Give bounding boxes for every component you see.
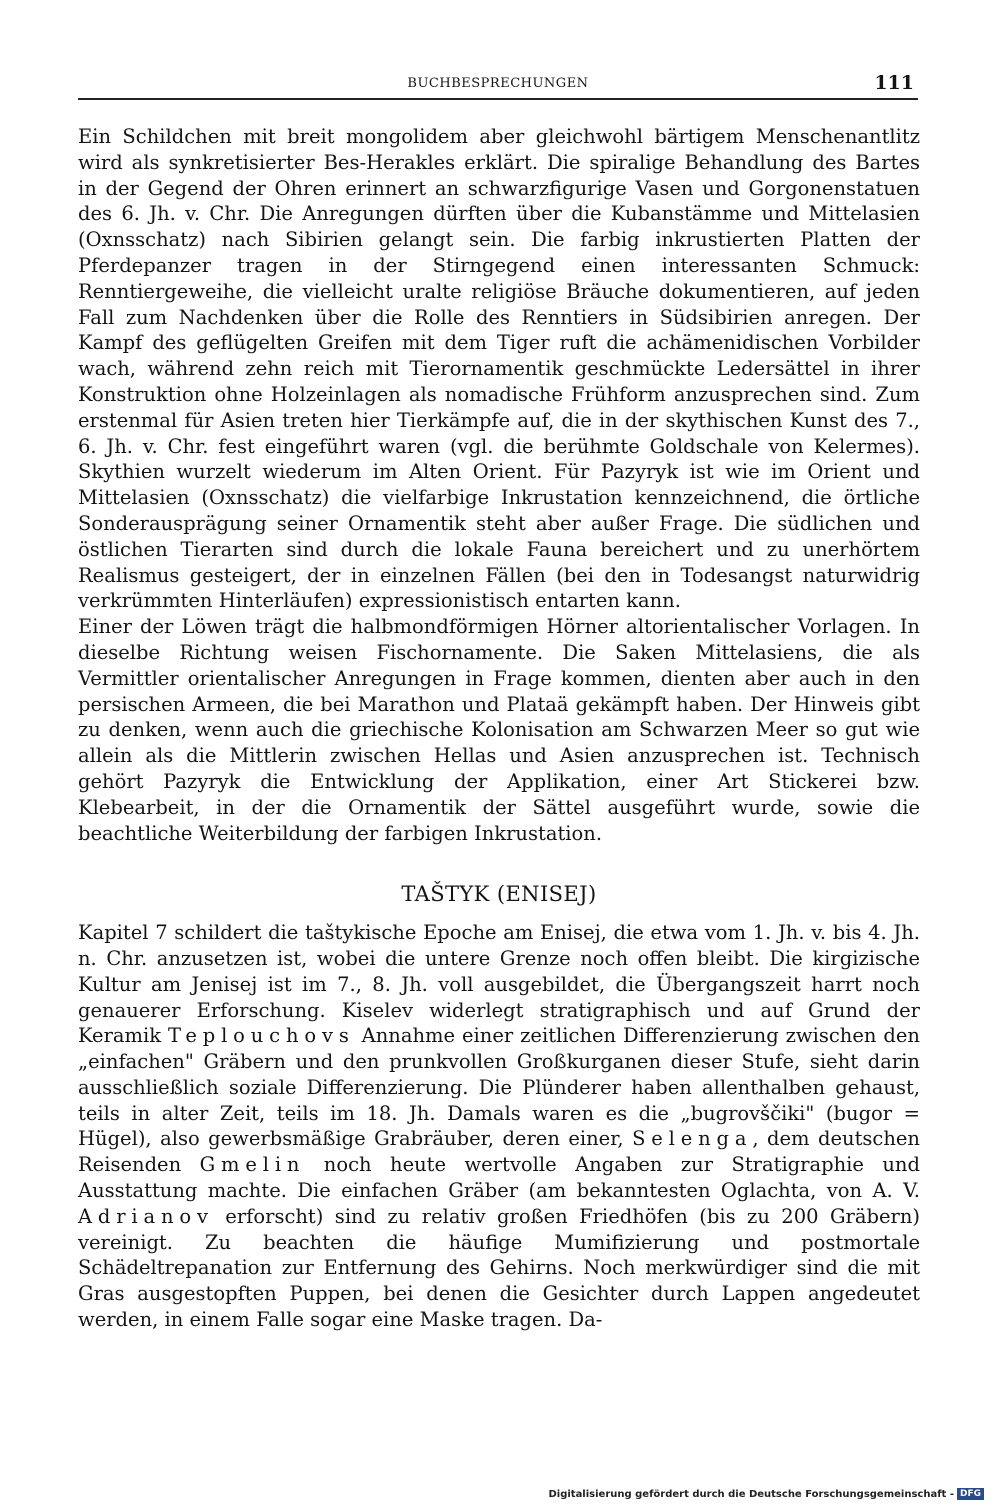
paragraph: Ein Schildchen mit breit mongolidem aber gleichwohl bärtigem Menschenantlitz wird als synkretisierter Bes-Herakles erklärt. Die spiralige Behandlung des Bartes in der Gegend der Ohren erinnert an schwarzfigurige Vasen und Gorgonenstatuen des 6. Jh. v. Chr. Die Anregungen dürften über die Kubanstämme und Mittelasien (Oxnsschatz) nach Sibirien gelangt sein. Die farbig inkrustierten Platten der Pferdepanzer tragen in der Stirngegend einen interessanten Schmuck: Renntiergeweihe, die vielleicht uralte religiöse Bräuche dokumentieren, auf jeden Fall zum Nachdenken über die Rolle des Renntiers in Südsibirien anregen. Der Kampf des geflügelten Greifen mit dem Tiger ruft die achämenidischen Vorbilder wach, während zehn reich mit Tierornamentik geschmückte Ledersättel in ihrer Konstruktion ohne Holzeinlagen als nomadische Frühform anzusprechen sind. Zum erstenmal für Asien treten hier Tierkämpfe auf, die in der skythischen Kunst des 7., 6. Jh. v. Chr. fest eingeführt waren (vgl. die berühmte Goldschale von Kelermes). Skythien wurzelt wiederum im Alten Orient. Für Pazyryk ist wie im Orient und Mittelasien (Oxnsschatz) die vielfarbige Inkrustation kennzeichnend, die örtliche Sonderausprägung seiner Ornamentik steht aber außer Frage. Die südlichen und östlichen Tierarten sind durch die lokale Fauna bereichert und zu unerhörtem Realismus gesteigert, der in einzelnen Fällen (bei den in Todesangst naturwidrig verkrümmten Hinterläufen) expressionistisch entarten kann. [78, 125, 920, 613]
section-paragraph [78, 920, 920, 1333]
person-name: Selenga [632, 1127, 753, 1151]
text-run: , dem deutschen Reisenden [78, 1127, 920, 1177]
text-run: erforscht) sind zu relativ großen Friedhöfen (bis zu 200 Gräbern) vereinigt. Zu beachten die häufige Mumifizierung und postmortale Schädeltrepanation zur Entfernung des Gehirns. Noch merkwürdiger sind die mit Gras ausgestopften Puppen, bei denen die Gesichter durch Lappen angedeutet werden, in einem Falle sogar eine Maske tragen. Da- [78, 1204, 920, 1332]
author-name: Teplouchovs [168, 1024, 355, 1048]
running-head: BUCHBESPRECHUNGEN [407, 76, 589, 91]
paragraph: Einer der Löwen trägt die halbmondförmigen Hörner altorientalischer Vorlagen. In dieselbe Richtung weisen Fischornamente. Die Saken Mittelasiens, die als Vermittler orientalischer Anregungen in Frage kommen, dienten aber auch in den persischen Armeen, die bei Marathon und Plataä gekämpft haben. Der Hinweis gibt zu denken, wenn auch die griechische Kolonisation am Schwarzen Meer so gut wie allein als die Mittlerin zwischen Hellas und Asien anzusprechen ist. Technisch gehört Pazyryk die Entwicklung der Applikation, einer Art Stickerei bzw. Klebearbeit, in der die Ornamentik der Sättel ausgeführt wurde, sowie die beachtliche Weiterbildung der farbigen Inkrustation. [78, 615, 920, 845]
text-run: Annahme einer zeitlichen Differenzierung zwischen den „einfachen" Gräbern und den prunkvollen Großkurganen dieser Stufe, sieht darin ausschließlich soziale Differenzierung. Die Plünderer haben allenthalben gehaust, teils in alter Zeit, teils im 18. Jh. Damals waren es die „bugrovščiki" (bugor = Hügel), also gewerbsmäßige Grabräuber, deren einer, [78, 1024, 920, 1151]
page-number: 111 [874, 72, 914, 94]
body-text [78, 124, 920, 1333]
person-name: Gmelin [199, 1153, 306, 1177]
credit-text: Digitalisierung gefördert durch die Deutsche Forschungsgemeinschaft - [548, 1488, 954, 1500]
person-name: Adrianov [78, 1204, 214, 1228]
page-header [78, 72, 918, 100]
digitization-credit [548, 1488, 984, 1500]
section-heading: TAŠTYK (ENISEJ) [401, 882, 597, 907]
text-run: noch heute wertvolle Angaben zur Stratigraphie und Ausstattung machte. Die einfachen Gräber (am bekanntesten Oglachta, von A. V. [78, 1153, 920, 1203]
text-run: Kapitel 7 schildert die taštykische Epoche am Enisej, die etwa vom 1. Jh. v. bis 4. Jh. n. Chr. anzusetzen ist, wobei die untere Grenze noch offen bleibt. Die kirgizische Kultur am Jenisej ist im 7., 8. Jh. voll ausgebildet, die Übergangszeit harrt noch genauerer Erforschung. Kiselev widerlegt stratigraphisch und auf Grund der Keramik [78, 921, 920, 1048]
dfg-logo-icon: DFG [957, 1488, 984, 1500]
